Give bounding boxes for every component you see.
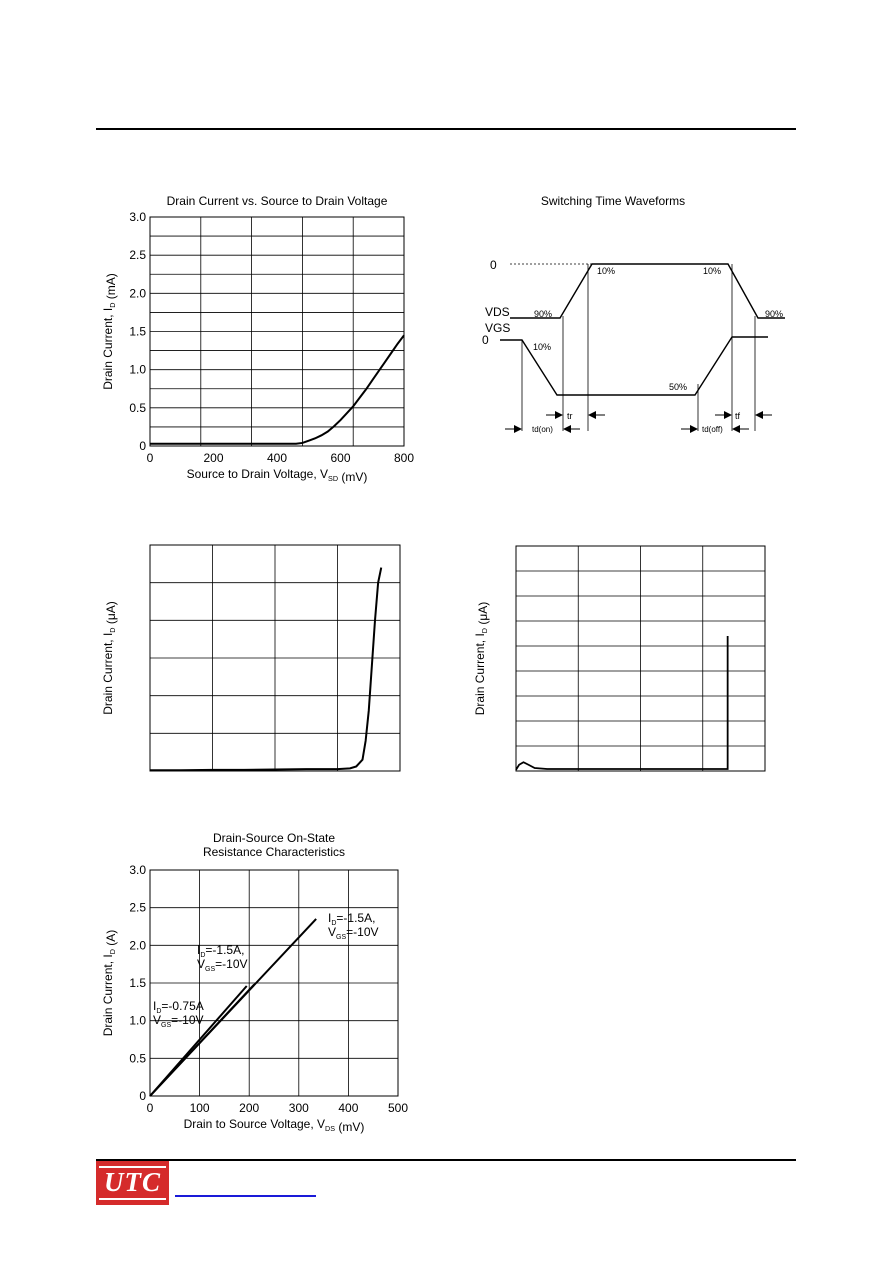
chart-on-state-resistance: [100, 826, 430, 1141]
switching-waveforms: [470, 188, 800, 448]
y-axis-label: Drain Current, $I_D$ (A): [101, 929, 118, 1037]
vgs-label: VGS: [485, 321, 511, 335]
y-tick-label: 2.5: [129, 248, 146, 263]
series-line: [150, 568, 381, 771]
x-tick-label: 400: [266, 451, 288, 465]
waveform-title: Switching Time Waveforms: [540, 194, 686, 208]
y-axis-label: Drain Current, $I_D$ (μA): [101, 601, 118, 715]
y-tick-label: 3.0: [129, 863, 146, 877]
header-rule: [96, 128, 796, 130]
t-f-label: tf: [735, 411, 741, 421]
y-tick-label: 3.0: [129, 210, 146, 224]
x-tick-label: 100: [189, 1101, 210, 1115]
annotation-label: $V_{GS}=-10V$: [153, 1013, 204, 1029]
x-tick-label: 600: [330, 451, 351, 465]
y-tick-label: 0.5: [129, 400, 146, 415]
chart-title: Drain-Source On-State: [212, 831, 336, 845]
x-tick-label: 500: [387, 1101, 409, 1115]
pct-label: 50%: [669, 382, 688, 392]
x-tick-label: 0: [146, 1101, 154, 1115]
chart-svg: [468, 535, 778, 780]
annotation-label: $I_D=-1.5A$,: [197, 943, 245, 959]
pct-label: 10%: [597, 266, 616, 276]
utc-logo: [96, 1161, 169, 1205]
chart-title: Resistance Characteristics: [202, 845, 346, 859]
footer-rule: [96, 1159, 796, 1161]
y-tick-label: 1.0: [129, 1013, 146, 1028]
pct-label: 10%: [703, 266, 722, 276]
annotation-label: $I_D=-1.5A$,: [328, 911, 376, 927]
y-axis-label: Drain Current, $I_D$ (mA): [101, 273, 118, 390]
annotation-label: $V_{GS}=-10V$: [328, 925, 379, 941]
pct-label: 90%: [765, 309, 784, 319]
series-line: [516, 636, 728, 770]
x-tick-label: 200: [203, 451, 224, 465]
chart-drain-current-vs-vsd: [100, 188, 430, 488]
y-tick-label: 0: [139, 439, 146, 453]
t-doff-label: td(off): [702, 425, 723, 434]
y-tick-label: 1.0: [129, 362, 146, 377]
y-tick-label: 2.0: [129, 286, 146, 301]
y-tick-label: 2.5: [129, 900, 146, 915]
y-tick-label: 1.5: [129, 324, 146, 339]
y-axis-label: Drain Current, $I_D$ (μA): [473, 601, 490, 716]
pct-label: 10%: [533, 342, 552, 352]
x-axis-label: Source to Drain Voltage, $V_{SD}$ (mV): [186, 467, 368, 484]
y-tick-label: 1.5: [129, 976, 146, 990]
y-tick-label: 0.5: [129, 1051, 146, 1066]
x-tick-label: 0: [146, 451, 154, 465]
y-tick-label: 2.0: [129, 938, 146, 953]
series-line: [150, 335, 404, 443]
annotation-label: $I_D=-0.75A$: [153, 999, 204, 1015]
chart-title: Drain Current vs. Source to Drain Voltage: [166, 194, 388, 208]
y-tick-label: 0: [139, 1089, 146, 1103]
pct-label: 90%: [534, 309, 553, 319]
t-don-label: td(on): [532, 425, 553, 434]
x-tick-label: 800: [393, 451, 415, 465]
t-r-label: tr: [567, 411, 573, 421]
chart-svg: [100, 535, 410, 780]
waveform-svg: [470, 188, 800, 448]
zero-label-bottom: 0: [482, 333, 489, 347]
x-tick-label: 400: [338, 1101, 359, 1115]
chart-drain-current-ua-left: [100, 535, 410, 780]
chart-svg: [100, 826, 430, 1141]
zero-label-top: 0: [490, 258, 497, 272]
x-tick-label: 200: [239, 1101, 260, 1115]
chart-drain-current-ua-right: [468, 535, 778, 780]
annotation-label: $V_{GS}=-10V$: [197, 957, 248, 973]
vds-label: VDS: [485, 305, 510, 319]
x-tick-label: 300: [288, 1101, 309, 1115]
chart-svg: [100, 188, 430, 488]
logo-text: UTC: [104, 1167, 161, 1197]
footer-link[interactable]: [175, 1195, 316, 1197]
x-axis-label: Drain to Source Voltage, $V_{DS}$ (mV): [183, 1117, 365, 1134]
